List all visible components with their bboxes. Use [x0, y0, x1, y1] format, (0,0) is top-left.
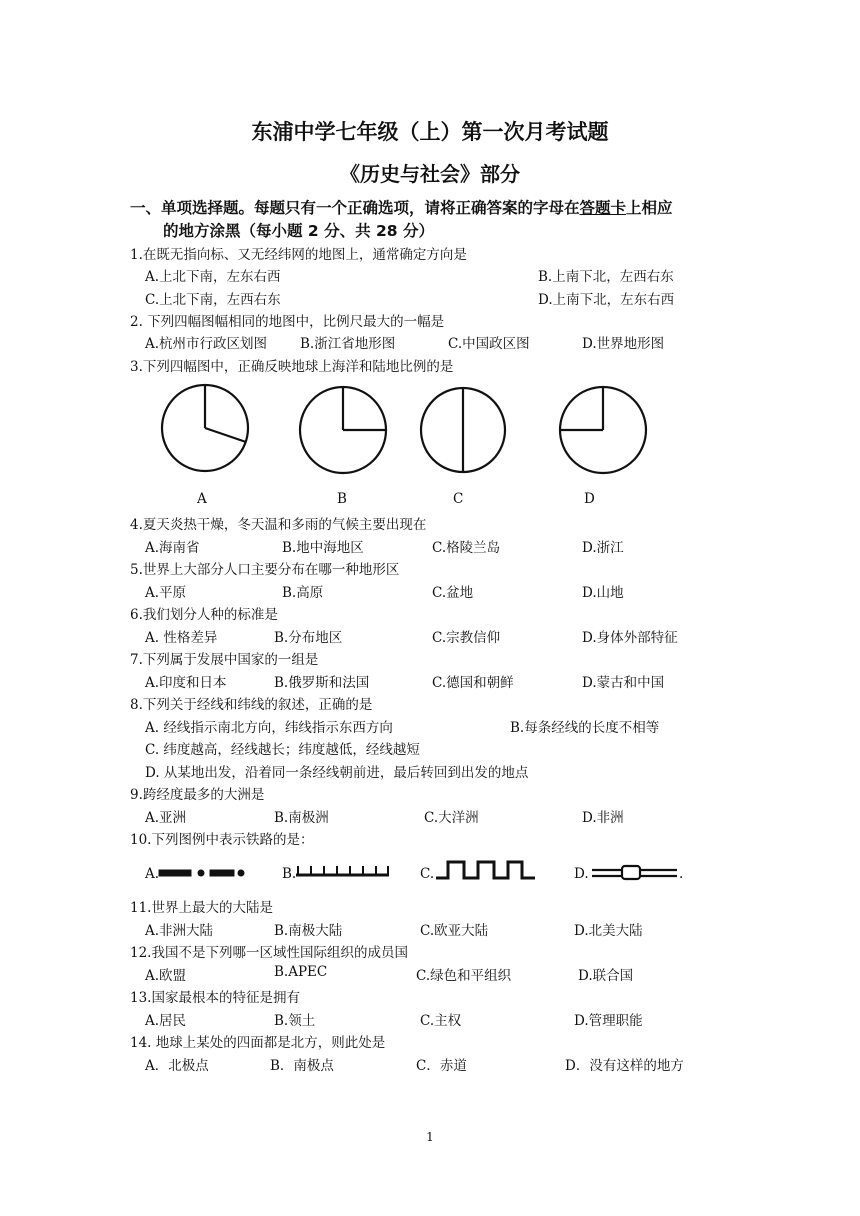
option: C.中国政区图 [448, 336, 530, 352]
question-stem: 4.夏天炎热干燥，冬天温和多雨的气候主要出现在 [130, 517, 427, 533]
question-stem: 10.下列图例中表示铁路的是： [130, 832, 314, 848]
option: B.高原 [282, 585, 324, 601]
option: D.上南下北，左东右西 [538, 292, 675, 308]
option: C.格陵兰岛 [432, 540, 501, 556]
option: D.浙江 [582, 540, 624, 556]
option: C.宗教信仰 [432, 630, 501, 646]
option: A.欧盟 [145, 968, 187, 984]
option: D.世界地形图 [582, 336, 665, 352]
option: B.南极大陆 [274, 923, 343, 939]
legend-symbol-c [436, 862, 535, 878]
section-heading-text: 一、单项选择题。每题只有一个正确选项，请将正确答案的字母在 [130, 199, 580, 217]
question-stem: 14. 地球上某处的四面都是北方，则此处是 [130, 1035, 386, 1051]
answer-card-term: 答题卡 [579, 199, 627, 217]
option: C．赤道 [416, 1058, 467, 1074]
option: B．南极点 [270, 1058, 334, 1074]
option: A.杭州市行政区划图 [145, 336, 268, 352]
option: C.欧亚大陆 [420, 923, 489, 939]
question-stem: 9.跨经度最多的大洲是 [130, 787, 265, 803]
option: D.北美大陆 [574, 923, 643, 939]
option: A.平原 [145, 585, 187, 601]
option: A.亚洲 [145, 810, 187, 826]
option: B.领土 [274, 1013, 316, 1029]
option: D.身体外部特征 [582, 630, 678, 646]
option: B.每条经线的长度不相等 [510, 720, 660, 736]
question-stem: 2. 下列四幅图幅相同的地图中，比例尺最大的一幅是 [130, 314, 445, 330]
section-heading-text-end: 上相应 [626, 199, 673, 217]
page-number: 1 [426, 1130, 434, 1144]
pie-d [560, 387, 646, 473]
page-subtitle: 《历史与社会》部分 [340, 162, 520, 186]
option: B.俄罗斯和法国 [274, 675, 370, 691]
option: B. [282, 866, 297, 882]
option: A.海南省 [145, 540, 200, 556]
option: A．北极点 [145, 1058, 209, 1074]
option: C.上北下南，左西右东 [145, 292, 281, 308]
pie-label-c: C [453, 491, 464, 507]
option: C. 纬度越高，经线越长；纬度越低，经线越短 [145, 742, 420, 758]
question-stem: 5.世界上大部分人口主要分布在哪一种地形区 [130, 562, 400, 578]
legend-symbol-a [159, 870, 244, 876]
section-heading-line2: 的地方涂黑（每小题 2 分、共 28 分） [163, 222, 434, 240]
question-stem: 7.下列属于发展中国家的一组是 [130, 652, 319, 668]
question-stem: 11.世界上最大的大陆是 [130, 900, 273, 916]
option: B.地中海地区 [282, 540, 364, 556]
pie-label-a: A [197, 491, 207, 507]
pie-c [421, 388, 505, 472]
option: D.山地 [582, 585, 624, 601]
option: A.上北下南，左东右西 [145, 269, 281, 285]
trailing-dot: . [679, 866, 684, 882]
pie-label-b: B [337, 491, 347, 507]
question-stem: 8.下列关于经线和纬线的叙述，正确的是 [130, 697, 373, 713]
option: C.德国和朝鲜 [432, 675, 514, 691]
legend-symbol-d [592, 866, 677, 879]
option: A.居民 [145, 1013, 187, 1029]
question-stem: 3.下列四幅图中，正确反映地球上海洋和陆地比例的是 [130, 359, 454, 375]
question-stem: 12.我国不是下列哪一区域性国际组织的成员国 [130, 945, 408, 961]
option: C.主权 [420, 1013, 462, 1029]
legend-symbol-b [296, 866, 389, 875]
option: D.联合国 [578, 968, 634, 984]
option: A.非洲大陆 [145, 923, 214, 939]
option: B.分布地区 [274, 630, 343, 646]
option: A.印度和日本 [145, 675, 227, 691]
option: A. 性格差异 [145, 630, 218, 646]
option: B.APEC [274, 964, 328, 980]
option: C. [420, 866, 435, 882]
option: A. 经线指示南北方向，纬线指示东西方向 [145, 720, 393, 736]
pie-label-d: D [584, 491, 595, 507]
option: A. [145, 866, 160, 882]
option: D.非洲 [582, 810, 624, 826]
option: B.浙江省地形图 [300, 336, 396, 352]
option: C.绿色和平组织 [416, 968, 512, 984]
page-title: 东浦中学七年级（上）第一次月考试题 [251, 120, 609, 144]
option: C.大洋洲 [424, 810, 479, 826]
option: B.上南下北，左西右东 [538, 269, 674, 285]
option: D. 从某地出发，沿着同一条经线朝前进，最后转回到出发的地点 [145, 765, 529, 781]
option: D.蒙古和中国 [582, 675, 665, 691]
option: D．没有这样的地方 [565, 1058, 684, 1074]
pie-a [162, 385, 248, 471]
pie-b [300, 387, 386, 473]
question-stem: 1.在既无指向标、又无经纬网的地图上，通常确定方向是 [130, 247, 467, 263]
question-stem: 13.国家最根本的特征是拥有 [130, 990, 300, 1006]
option: D.管理职能 [574, 1013, 643, 1029]
option: C.盆地 [432, 585, 474, 601]
option: D. [574, 866, 589, 882]
option: B.南极洲 [274, 810, 329, 826]
question-stem: 6.我们划分人种的标准是 [130, 607, 278, 623]
